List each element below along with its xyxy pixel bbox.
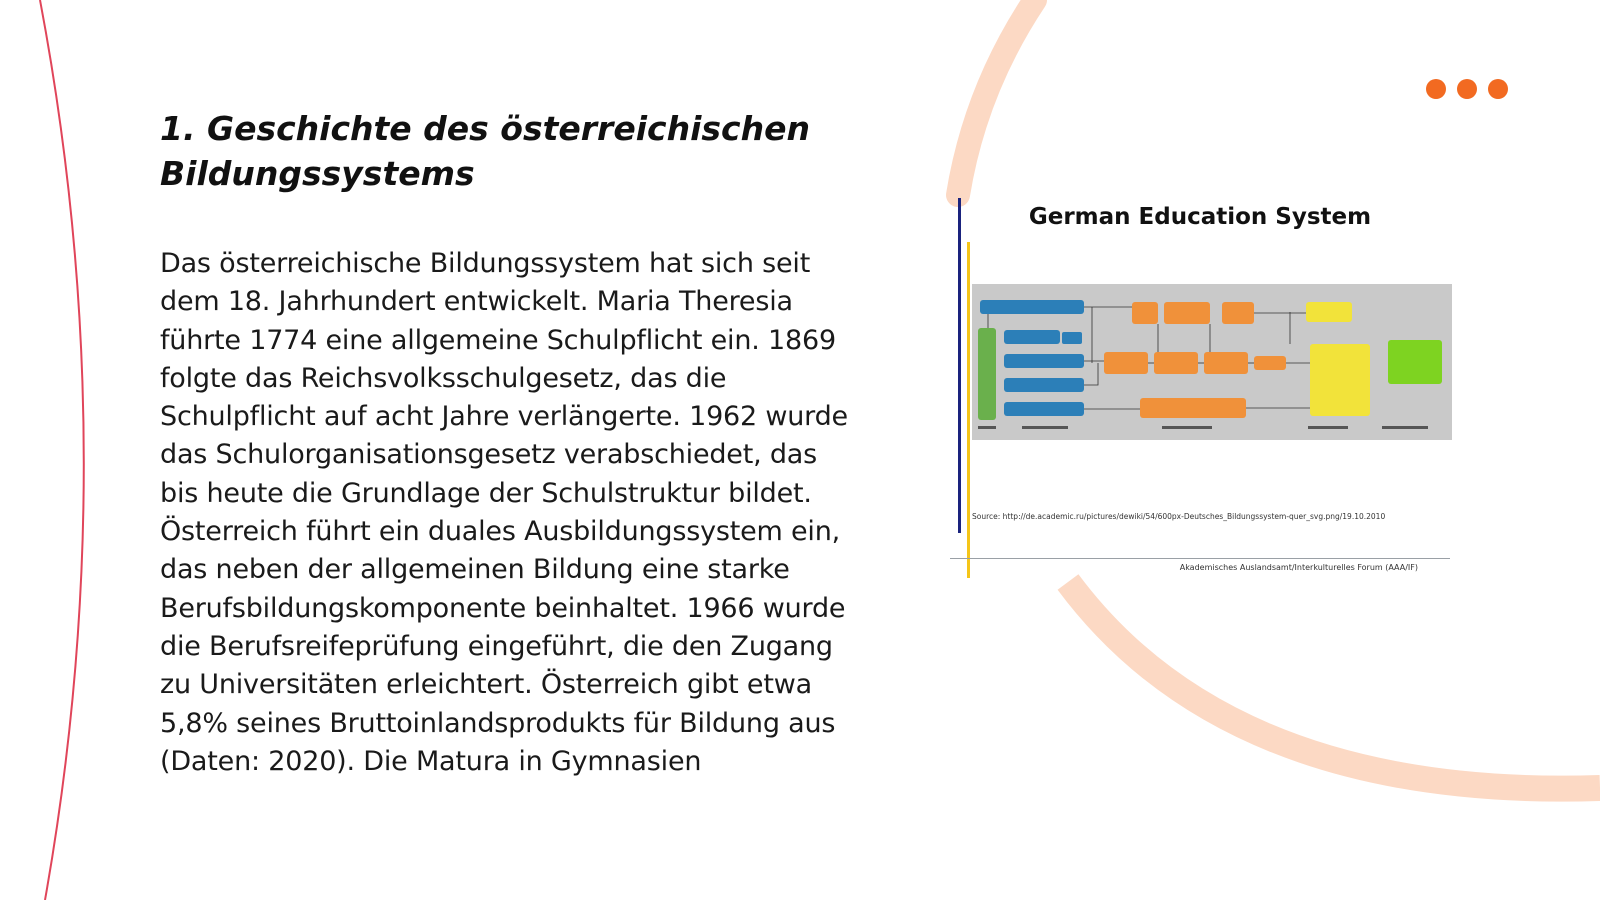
education-system-diagram bbox=[972, 284, 1452, 440]
figure-title: German Education System bbox=[1028, 204, 1372, 230]
bottom-peach-arc bbox=[1068, 582, 1600, 789]
dot-icon bbox=[1457, 79, 1477, 99]
diagram-yellow-box bbox=[1310, 344, 1370, 416]
diagram-orange-box bbox=[1164, 302, 1210, 324]
diagram-orange-box bbox=[1132, 302, 1158, 324]
diagram-orange-box bbox=[1204, 352, 1248, 374]
diagram-blue-box bbox=[1004, 330, 1060, 344]
figure-yellow-bar bbox=[967, 242, 970, 578]
diagram-blue-box bbox=[1004, 354, 1084, 368]
left-red-curve bbox=[40, 0, 84, 900]
figure-footer: Akademisches Auslandsamt/Interkulturelles Forum (AAA/IF) bbox=[1179, 563, 1418, 572]
diagram-green-column bbox=[978, 328, 996, 420]
dot-icon bbox=[1488, 79, 1508, 99]
diagram-yellow-box bbox=[1306, 302, 1352, 322]
diagram-orange-box bbox=[1254, 356, 1286, 370]
dot-icon bbox=[1426, 79, 1446, 99]
diagram-orange-box bbox=[1104, 352, 1148, 374]
slide-body-text: Das österreichische Bildungssystem hat sich seit dem 18. Jahrhundert entwickelt. Maria Theresia führte 1774 eine allgemeine Schulpflicht ein. 1869 folgte das Reichsvolksschulgesetz, das die Schulpflicht auf acht Jahre verlängerte. 1962 wurde das Schulorganisationsgesetz verabschiedet, das bis heute die Grundlage der Schulstruktur bildet. Österreich führt ein duales Ausbildungssystem ein, das neben der allgemeinen Bildung eine starke Berufsbildungskomponente beinhaltet. 1966 wurde die Berufsreifeprüfung eingeführt, die den Zugang zu Universitäten erleichtert. Österreich gibt etwa 5,8% seines Bruttoinlandsprodukts für Bildung aus (Daten: 2020). Die Matura in Gymnasien bbox=[160, 248, 848, 777]
diagram-green-box bbox=[1388, 340, 1442, 384]
diagram-blue-box bbox=[1062, 332, 1082, 344]
diagram-blue-box bbox=[1004, 378, 1084, 392]
diagram-blue-box bbox=[1004, 402, 1084, 416]
top-peach-arc bbox=[958, 0, 1035, 195]
education-system-figure bbox=[950, 198, 1460, 578]
diagram-orange-box bbox=[1222, 302, 1254, 324]
slide-title: 1. Geschichte des österreichischen Bildungssystems bbox=[160, 109, 810, 193]
figure-source: Source: http://de.academic.ru/pictures/dewiki/54/600px-Deutsches_Bildungssystem-quer_svg.png/19.10.2010 bbox=[972, 512, 1386, 521]
diagram-orange-box bbox=[1154, 352, 1198, 374]
figure-divider bbox=[950, 558, 1450, 559]
diagram-blue-box bbox=[980, 300, 1084, 314]
more-options-icon[interactable] bbox=[1426, 79, 1508, 99]
figure-navy-bar bbox=[958, 198, 961, 533]
diagram-orange-box bbox=[1140, 398, 1246, 418]
